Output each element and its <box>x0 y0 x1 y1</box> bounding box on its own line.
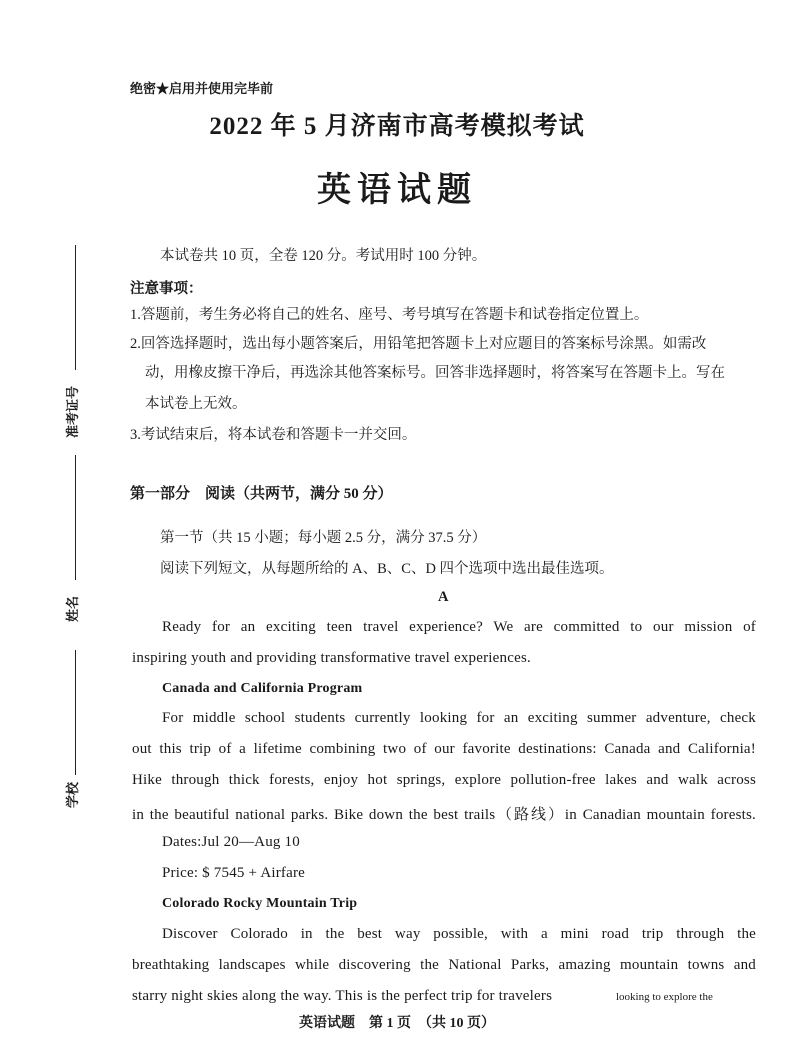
notice-item-2-cont: 本试卷上无效。 <box>145 396 247 412</box>
passage-text: inspiring youth and providing transformative travel experiences. <box>132 650 531 666</box>
passage-text: breathtaking landscapes while discovering the National Parks, amazing mountain towns and <box>132 957 756 973</box>
passage-label: A <box>438 589 449 605</box>
passage-text: out this trip of a lifetime combining two of our favorite destinations: Canada and California! <box>132 741 756 757</box>
exam-intro: 本试卷共 10 页，全卷 120 分。考试用时 100 分钟。 <box>160 248 487 264</box>
part1-heading: 第一部分 阅读（共两节，满分 50 分） <box>130 486 393 502</box>
exam-number-line <box>75 245 76 370</box>
exam-number-label: 准考证号 <box>65 385 80 438</box>
passage-text: Discover Colorado in the best way possible, with a mini road trip through the <box>162 926 756 942</box>
name-label: 姓名 <box>65 595 80 622</box>
passage-text: starry night skies along the way. This is the perfect trip for travelers <box>132 988 553 1004</box>
program-price: Price: $ 7545 + Airfare <box>162 865 306 881</box>
school-line <box>75 650 76 775</box>
program-title: Canada and California Program <box>162 681 363 696</box>
passage-text: in the beautiful national parks. Bike down the best trails（路线）in Canadian mountain forests. <box>132 807 756 823</box>
instruction: 阅读下列短文，从每题所给的 A、B、C、D 四个选项中选出最佳选项。 <box>160 561 614 577</box>
subject-title: 英语试题 <box>317 172 477 209</box>
school-label: 学校 <box>65 781 80 808</box>
notice-item-2: 2.回答选择题时，选出每小题答案后，用铅笔把答题卡上对应题目的答案标号涂黑。如需改 <box>130 336 707 352</box>
passage-text: For middle school students currently looking for an exciting summer adventure, check <box>162 710 756 726</box>
passage-text-continued: looking to explore the <box>616 991 713 1003</box>
passage-text: Ready for an exciting teen travel experience? We are committed to our mission of <box>162 619 756 635</box>
name-line <box>75 455 76 580</box>
page-footer: 英语试题 第 1 页 （共 10 页） <box>299 1016 495 1031</box>
notice-item-2-cont: 动，用橡皮擦干净后，再选涂其他答案标号。回答非选择题时，将答案写在答题卡上。写在 <box>145 365 725 381</box>
program-dates: Dates:Jul 20—Aug 10 <box>162 834 300 850</box>
confidential-notice: 绝密★启用并使用完毕前 <box>130 81 274 96</box>
notice-item-3: 3.考试结束后，将本试卷和答题卡一并交回。 <box>130 427 417 443</box>
program-title: Colorado Rocky Mountain Trip <box>162 896 358 911</box>
notice-item-1: 1.答题前，考生务必将自己的姓名、座号、考号填写在答题卡和试卷指定位置上。 <box>130 307 649 323</box>
section1-heading: 第一节（共 15 小题；每小题 2.5 分，满分 37.5 分） <box>160 530 487 546</box>
exam-title: 2022 年 5 月济南市高考模拟考试 <box>209 113 585 140</box>
passage-text: Hike through thick forests, enjoy hot springs, explore pollution-free lakes and walk across <box>132 772 756 788</box>
notice-heading: 注意事项： <box>130 281 203 297</box>
